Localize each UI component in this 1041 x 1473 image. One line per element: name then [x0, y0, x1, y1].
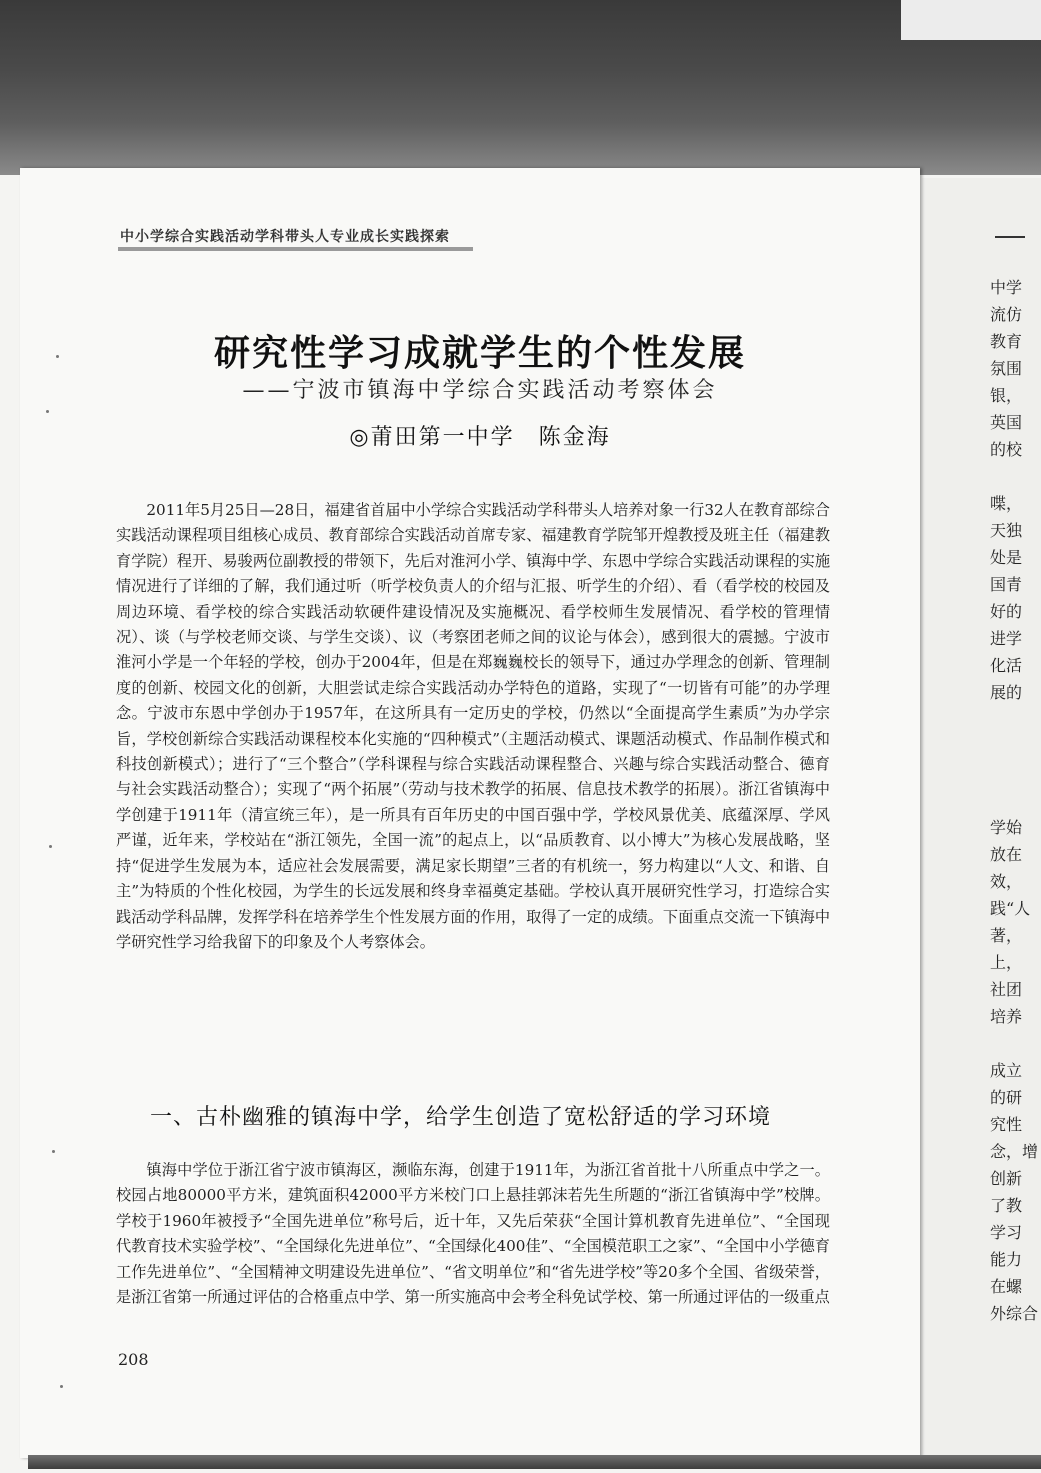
- facing-page-fragment: 学习: [990, 1223, 1023, 1242]
- scan-speck: [56, 355, 59, 358]
- facing-page-fragment: 成立: [990, 1061, 1023, 1080]
- facing-page-fragment: 教育: [990, 332, 1023, 351]
- facing-page-fragment: 践“人: [990, 899, 1031, 918]
- article-author: ◎莆田第一中学 陈金海: [349, 425, 611, 450]
- running-head: 中小学综合实践活动学科带头人专业成长实践探索: [120, 229, 450, 245]
- scanner-shadow-bottom: [28, 1455, 1041, 1469]
- body-paragraph: 镇海中学位于浙江省宁波市镇海区，濒临东海，创建于1911年，为浙江省首批十八所重点中学之一。校园占地80000平方米，建筑面积42000平方米校门口上悬挂郭沫若先生所题的“浙江省镇海中学”校牌。学校于1960年被授予“全国先进单位”称号后，近十年，又先后荣获“全国计算机教育先进单位”、“全国现代教育技术实验学校”、“全国绿化先进单位”、“全国绿化400佳”、“全国模范职工之家”、“全国中小学德育工作先进单位”、“全国精神文明建设先进单位”、“省文明单位”和“省先进学校”等20多个全国、省级荣誉，是浙江省第一所通过评估的合格重点中学、第一所实施高中会考全科免试学校、第一所通过评估的一级重点: [116, 1161, 830, 1307]
- scanner-margin: [901, 0, 1041, 40]
- facing-page-fragment: 了教: [990, 1196, 1023, 1215]
- scan-speck: [46, 410, 49, 413]
- facing-page-fragment: 氛围: [990, 359, 1023, 378]
- scanner-shadow-top: [0, 0, 1041, 175]
- facing-page-fragment: 进学: [990, 629, 1023, 648]
- page-number: 208: [118, 1350, 149, 1369]
- facing-page-fragment: 好的: [990, 602, 1023, 621]
- facing-page-fragment: 能力: [990, 1250, 1023, 1269]
- scan-speck: [52, 1150, 55, 1153]
- facing-page-fragment: 展的: [990, 683, 1023, 702]
- facing-page-fragment: 在螺: [990, 1277, 1023, 1296]
- facing-page-fragment: 上，: [990, 953, 1023, 972]
- facing-page-fragment: 效，: [990, 872, 1023, 891]
- article-title: 研究性学习成就学生的个性发展: [213, 332, 746, 374]
- facing-page-fragment: 的研: [990, 1088, 1023, 1107]
- facing-page-fragment: 的校: [990, 440, 1023, 459]
- scan-speck: [60, 1385, 63, 1388]
- facing-page-fragment: 英国: [990, 413, 1023, 432]
- facing-page-fragment: 社团: [990, 980, 1023, 999]
- facing-page-fragment: 创新: [990, 1169, 1023, 1188]
- facing-page-fragment: 中学: [990, 278, 1023, 297]
- facing-page-fragment: 处是: [990, 548, 1023, 567]
- facing-page-fragment: 放在: [990, 845, 1023, 864]
- facing-page-rule: [995, 236, 1025, 238]
- running-head-rule: [118, 247, 473, 251]
- facing-page-fragment: 银，: [990, 386, 1023, 405]
- facing-page-fragment: 流仿: [990, 305, 1023, 324]
- facing-page-fragment: 究性: [990, 1115, 1023, 1134]
- facing-page-fragment: 化活: [990, 656, 1023, 675]
- facing-page-fragment: 天独: [990, 521, 1023, 540]
- facing-page-fragment: 学始: [990, 818, 1023, 837]
- article-subtitle: ——宁波市镇海中学综合实践活动考察体会: [242, 378, 718, 403]
- facing-page-fragment: 国青: [990, 575, 1023, 594]
- facing-page-fragment: 念，增: [990, 1142, 1039, 1161]
- facing-page-fragment: 外综合: [990, 1304, 1039, 1323]
- facing-page-fragment: 培养: [990, 1007, 1023, 1026]
- body-paragraph: 2011年5月25日—28日，福建省首届中小学综合实践活动学科带头人培养对象一行32人在教育部综合实践活动课程项目组核心成员、教育部综合实践活动首席专家、福建教育学院邹开煌教授及班主任（福建教育学院）程开、易骏两位副教授的带领下，先后对淮河小学、镇海中学、东恩中学综合实践活动课程的实施情况进行了详细的了解，我们通过听（听学校负责人的介绍与汇报、听学生的介绍）、看（看学校的校园及周边环境、看学校的综合实践活动软硬件建设情况及实施概况、看学校师生发展情况、看学校的管理情况）、谈（与学校老师交谈、与学生交谈）、议（考察团老师之间的议论与体会），感到很大的震撼。宁波市淮河小学是一个年轻的学校，创办于2004年，但是在郑巍巍校长的领导下，通过办学理念的创新、管理制度的创新、校园文化的创新，大胆尝试走综合实践活动办学特色的道路，实现了“一切皆有可能”的办学理念。宁波市东恩中学创办于1957年，在这所具有一定历史的学校，仍然以“全面提高学生素质”为办学宗旨，学校创新综合实践活动课程校本化实施的“四种模式”（主题活动模式、课题活动模式、作品制作模式和科技创新模式）；进行了“三个整合”（学科课程与综合实践活动课程整合、兴趣与综合实践活动整合、德育与社会实践活动整合）；实现了“两个拓展”（劳动与技术教学的拓展、信息技术教学的拓展）。浙江省镇海中学创建于1911年（清宣统三年），是一所具有百年历史的中国百强中学，学校风景优美、底蕴深厚、学风严谨，近年来，学校站在“浙江领先，全国一流”的起点上，以“品质教育、以小博大”为核心发展战略，坚持“促进学生发展为本，适应社会发展需要，满足家长期望”三者的有机统一，努力构建以“人文、和谐、自主”为特质的个性化校园，为学生的长远发展和终身幸福奠定基础。学校认真开展研究性学习，打造综合实践活动学科品牌，发挥学科在培养学生个性发展方面的作用，取得了一定的成绩。下面重点交流一下镇海中学研究性学习给我留下的印象及个人考察体会。: [116, 501, 830, 951]
- scan-speck: [49, 845, 52, 848]
- section-heading: 一、古朴幽雅的镇海中学，给学生创造了宽松舒适的学习环境: [150, 1105, 772, 1130]
- facing-page-fragment: 喋，: [990, 494, 1023, 513]
- facing-page-fragment: 著，: [990, 926, 1023, 945]
